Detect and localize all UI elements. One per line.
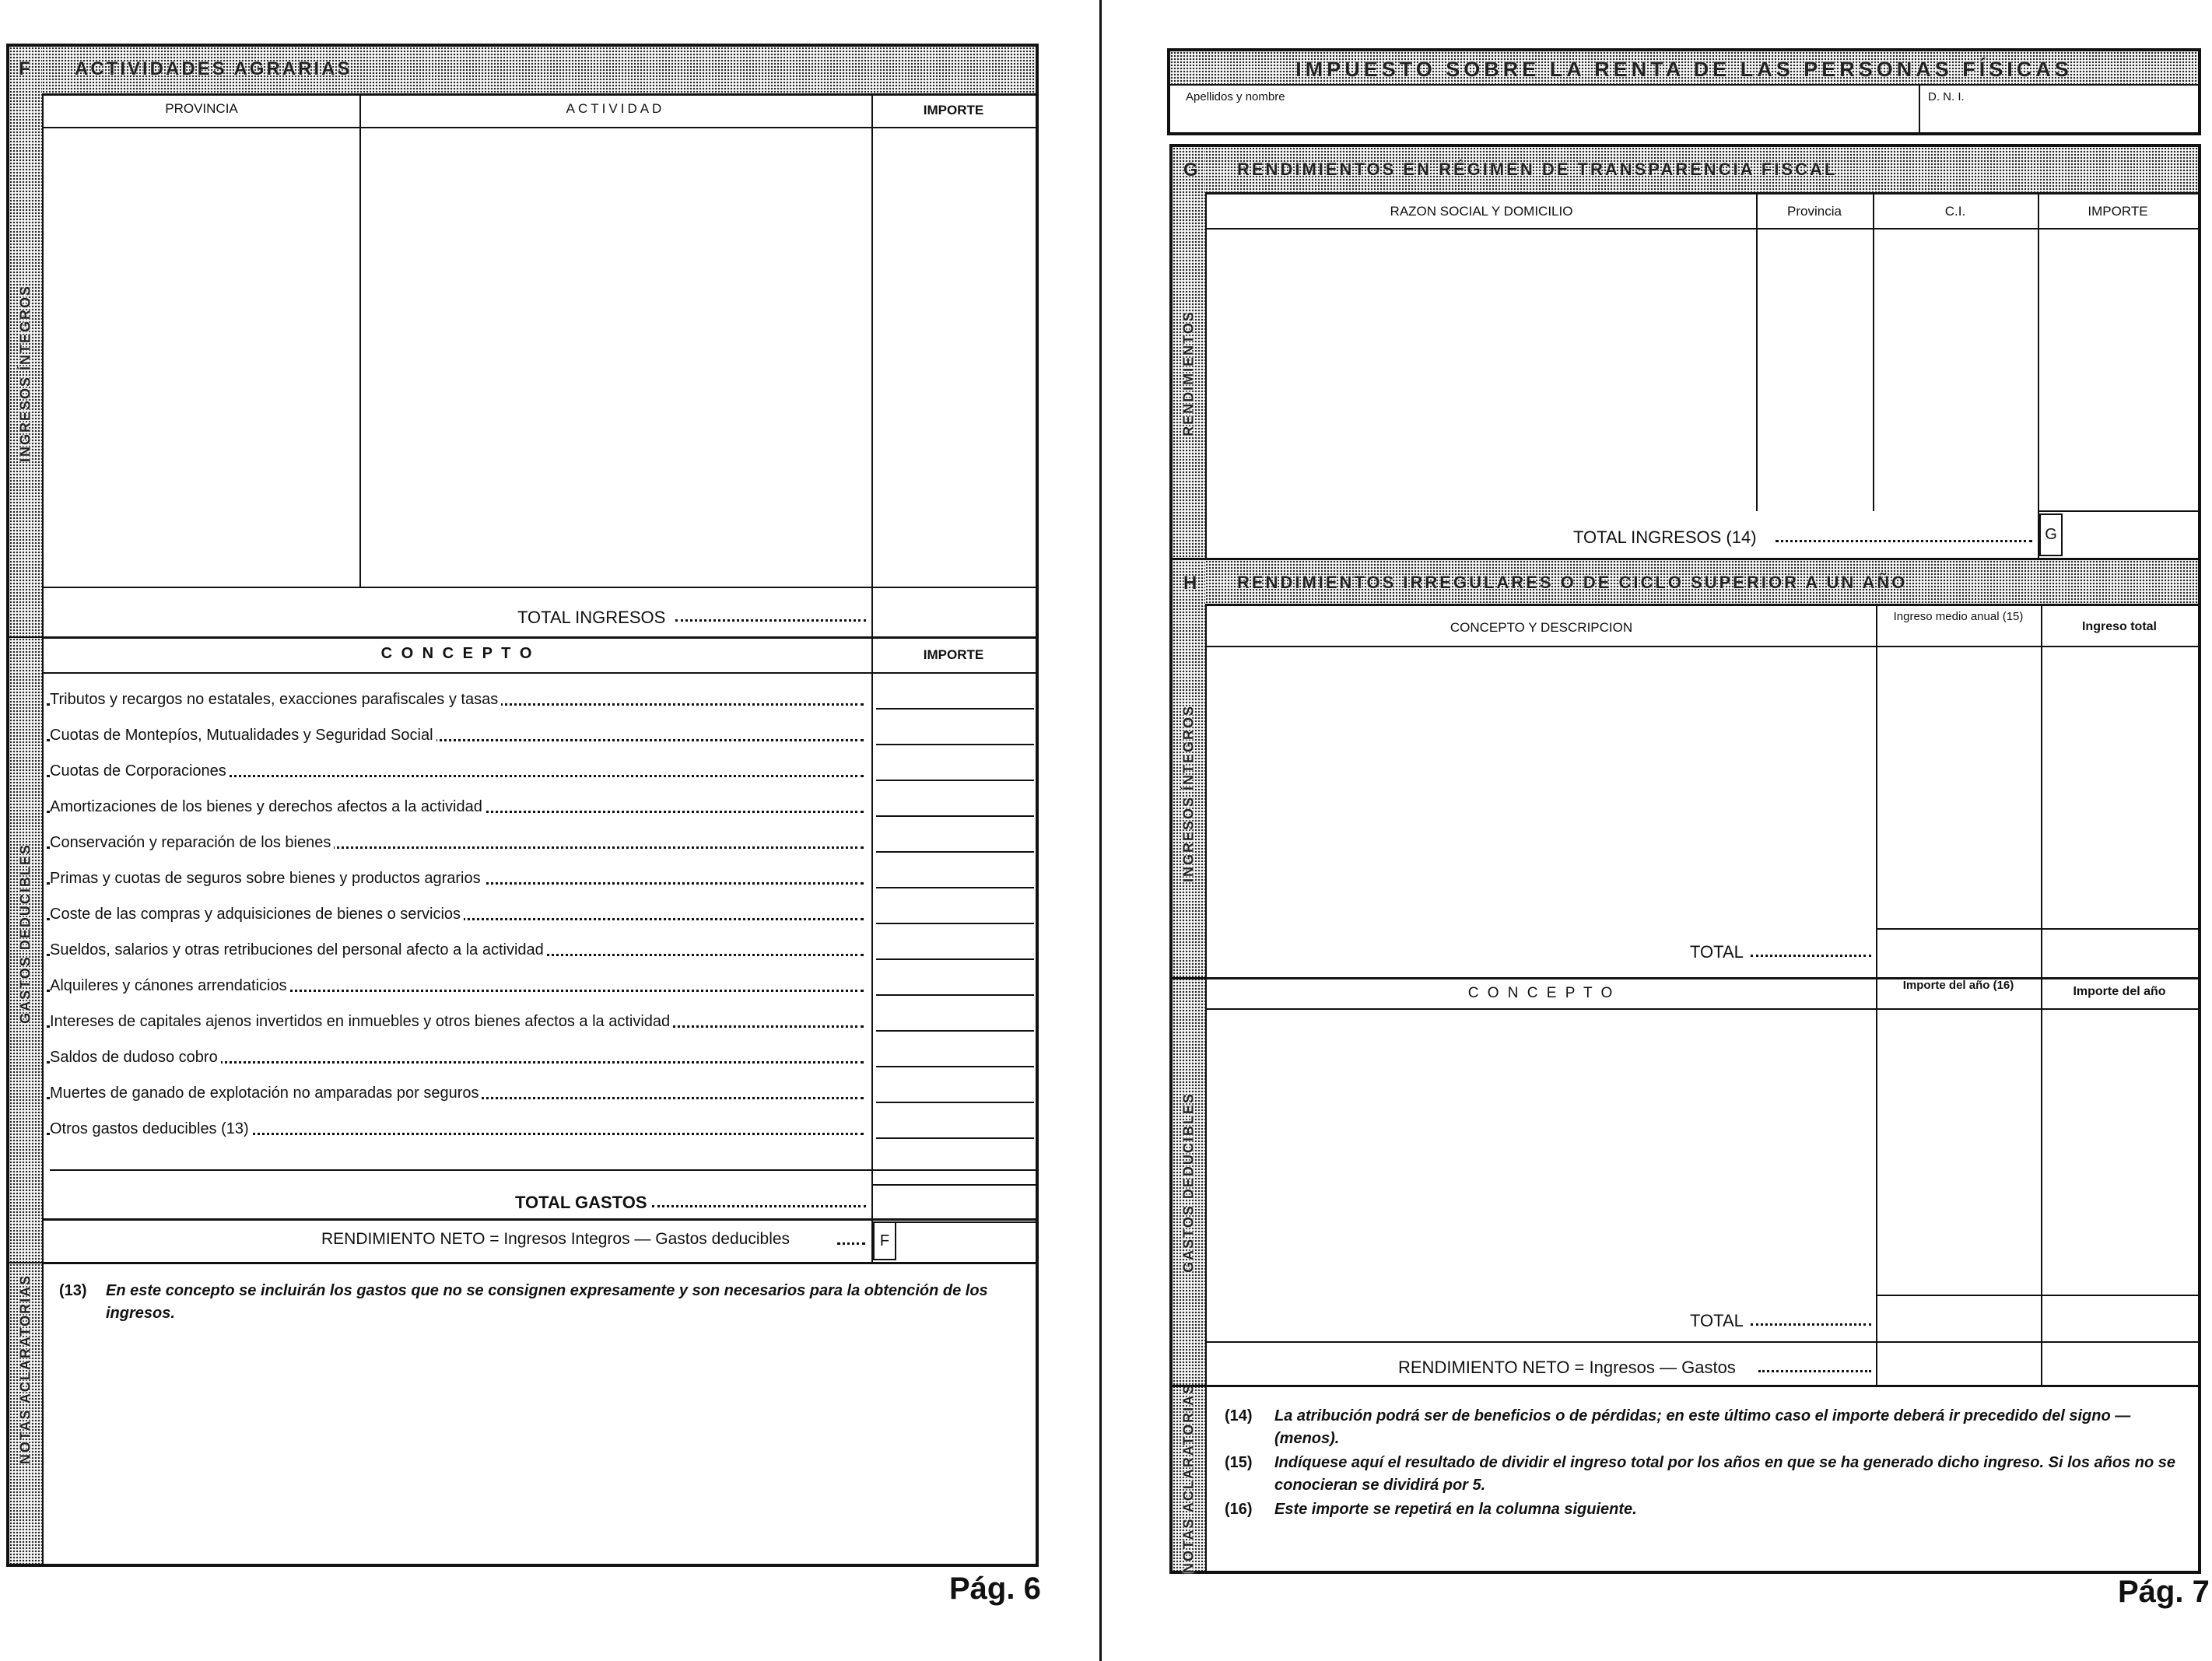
page7-apellidos-field[interactable] [1170, 86, 1919, 132]
page6-gastos-end [871, 1184, 1036, 1186]
page7-g-head-bottom [1207, 228, 2198, 230]
page6-total-ingresos-bottom [44, 636, 1036, 639]
concept-label: Tributos y recargos no estatales, exacciones parafiscales y tasas [50, 691, 501, 709]
concept-row [47, 828, 868, 864]
page6-concepto-head-bottom [44, 672, 1036, 674]
page6-strip-sep-1 [9, 636, 42, 638]
page7-h-title: RENDIMIENTOS IRREGULARES O DE CICLO SUPERIOR A UN AÑO [1237, 573, 1908, 592]
page6-total-gastos-leader [652, 1205, 866, 1207]
page7-h-ingresos-medio-cell[interactable] [1878, 648, 2039, 927]
page6-importe-cells [876, 685, 1034, 1183]
importe-field[interactable] [876, 744, 1034, 758]
page6-blank-row-line [50, 1169, 1036, 1171]
concept-label: Primas y cuotas de seguros sobre bienes y productos agrarios [50, 870, 484, 888]
page6-page-number: Pág. 6 [949, 1572, 1041, 1606]
concept-label: Intereses de capitales ajenos invertidos en inmuebles y otros bienes afectos a la actividad [50, 1013, 673, 1031]
concept-label: Alquileres y cánones arrendaticios [50, 977, 290, 995]
page7-h-gastos-head-bottom [1207, 1008, 2198, 1010]
page6-col-line-1 [359, 93, 361, 587]
page7-h-rendimiento-value1[interactable] [1878, 1344, 2039, 1383]
page7-h-col-total: Ingreso total [2081, 620, 2157, 633]
page7-h-rendimiento-value2[interactable] [2043, 1344, 2198, 1383]
page6-side-label-ingresos: INGRESOS ÍNTEGROS [17, 284, 33, 463]
concept-row [47, 935, 868, 971]
page7-g-code: G [1183, 159, 1201, 180]
page7-h-col-importe2: Importe del año [2073, 985, 2166, 998]
concept-label: Sueldos, salarios y otras retribuciones del personal afecto a la actividad [50, 941, 547, 959]
page6-concepto-header: C O N C E P T O [380, 645, 535, 662]
page7-h-total1-label: TOTAL [1690, 942, 1744, 962]
page6-total-gastos-label: TOTAL GASTOS [515, 1193, 647, 1212]
importe-field[interactable] [876, 923, 1034, 937]
page7-g-col-provincia: Provincia [1787, 204, 1842, 219]
page7-dni-label: D. N. I. [1928, 90, 1965, 103]
concept-row [47, 899, 868, 935]
page7-apellidos-label: Apellidos y nombre [1186, 90, 1285, 103]
page7-g-total-leader [1776, 540, 2032, 542]
page6-side-label-notas: NOTAS ACLARATORIAS [17, 1274, 33, 1465]
page7-header-title: IMPUESTO SOBRE LA RENTA DE LAS PERSONAS FÍSICAS [1295, 58, 2073, 81]
page7-h-col-concepto: CONCEPTO Y DESCRIPCION [1450, 620, 1633, 635]
page6-rendimiento-bottom [44, 1262, 1036, 1264]
page7-h-bottom [1173, 1385, 2198, 1387]
page7-h-banner-bottom [1205, 604, 2198, 606]
concept-label: Muertes de ganado de explotación no amparadas por seguros [50, 1085, 482, 1102]
importe-field[interactable] [876, 958, 1034, 972]
concept-row [47, 1078, 868, 1114]
page6-col-importe: IMPORTE [923, 103, 984, 117]
page7-h-code: H [1183, 573, 1200, 594]
page7-g-total-label: TOTAL INGRESOS (14) [1573, 527, 1757, 547]
page7-g-col-importe: IMPORTE [2088, 204, 2148, 219]
page6-section-title: ACTIVIDADES AGRARIAS [75, 58, 352, 79]
page7-g-col-line-3 [2038, 192, 2039, 558]
concept-row [47, 971, 868, 1007]
importe-field[interactable] [876, 708, 1034, 722]
page7-h-col-medio: Ingreso medio anual (15) [1893, 610, 2024, 623]
page6-total-ingresos-leader [675, 619, 866, 622]
importe-field[interactable] [876, 815, 1034, 829]
page7-side-label-gastos: GASTOS DEDUCIBLES [1180, 1092, 1197, 1273]
page6-rendimiento-leader [837, 1242, 865, 1245]
page7-g-col-line-1 [1756, 192, 1758, 511]
page6-total-gastos-bottom [44, 1218, 1036, 1221]
page7-note-16-text: Este importe se repetirá en la columna siguiente. [1274, 1501, 1637, 1518]
concept-row [47, 720, 868, 756]
concept-label: Amortizaciones de los bienes y derechos afectos a la actividad [50, 798, 486, 816]
page7-note-14-text: La atribución podrá ser de beneficios o de pérdidas; en este último caso el importe deberá ir precedido del signo — (menos). [1274, 1407, 2131, 1447]
page6-rendimiento-value[interactable] [896, 1221, 1036, 1260]
page7-g-banner-bottom [1205, 192, 2198, 194]
concept-label: Cuotas de Corporaciones [50, 762, 230, 780]
concept-row [47, 756, 868, 792]
page6-ingresos-provincia-cell[interactable] [44, 129, 358, 585]
page7-g-ci-cell[interactable] [1875, 230, 2036, 510]
page7-h-ingresos-concepto-cell[interactable] [1207, 648, 1874, 927]
page6-banner-bottom [42, 93, 1036, 96]
page7-note-16-num: (16) [1225, 1501, 1253, 1518]
page7-h-ingresos-total-cell[interactable] [2043, 648, 2198, 927]
page7-h-head-bottom [1207, 646, 2198, 647]
page7-g-col-line-2 [1873, 192, 1874, 511]
page7-g-col-ci: C.I. [1944, 204, 1966, 219]
page7-h-col-line-1 [1876, 604, 1877, 1385]
page7-side-label-notas: NOTAS ACLARATORIAS [1180, 1382, 1197, 1574]
page7-h-ingresos-cells-end [1876, 928, 2198, 930]
page7-h-total2-leader [1751, 1323, 1871, 1326]
page6-col-actividad: ACTIVIDAD [566, 101, 665, 116]
page7-note-15-text: Indíquese aquí el resultado de dividir el ingreso total por los años en que se ha generado dicho ingreso. Si los años no se conocieran se dividirá por 5. [1274, 1454, 2176, 1494]
page7-h-concepto-header: C O N C E P T O [1467, 985, 1615, 1001]
concept-label: Otros gastos deducibles (13) [50, 1120, 252, 1138]
page6-concepto-col-line [871, 636, 873, 1262]
concept-row [47, 1043, 868, 1078]
importe-field[interactable] [876, 780, 1034, 794]
page7-side-label-ingresos: INGRESOS ÍNTEGROS [1180, 704, 1197, 883]
page6-ingresos-actividad-cell[interactable] [362, 129, 870, 585]
page7-page-number: Pág. 7 [2118, 1575, 2210, 1609]
page7-h-ingresos-bottom [1173, 977, 2198, 979]
page7-g-title: RENDIMIENTOS EN RÉGIMEN DE TRANSPARENCIA FISCAL [1237, 159, 1838, 179]
page7-g-col-razon: RAZON SOCIAL Y DOMICILIO [1390, 204, 1573, 219]
page6-ingresos-importe-cell[interactable] [874, 129, 1034, 585]
concept-row [47, 1114, 868, 1150]
concept-row [47, 1007, 868, 1043]
concept-label: Saldos de dudoso cobro [50, 1049, 221, 1067]
page6-col-line-2 [871, 93, 873, 636]
page6-section-code: F [19, 58, 33, 79]
page7-note-14-num: (14) [1225, 1407, 1253, 1424]
concept-label: Cuotas de Montepíos, Mutualidades y Seguridad Social [50, 727, 436, 745]
importe-field[interactable] [876, 887, 1034, 901]
page7-g-total-value[interactable] [2063, 513, 2198, 556]
page7-h-rendimiento-leader [1758, 1370, 1871, 1372]
page6-total-ingresos-label: TOTAL INGRESOS [517, 608, 666, 627]
concept-label: Coste de las compras y adquisiciones de bienes o servicios [50, 906, 464, 923]
page7-g-code-box: G [2039, 513, 2063, 556]
importe-field[interactable] [876, 994, 1034, 1008]
page6-concepto-importe-header: IMPORTE [923, 647, 984, 662]
importe-field[interactable] [876, 1030, 1034, 1044]
concept-row [47, 864, 868, 899]
page7-g-razon-cell[interactable] [1207, 230, 1755, 510]
page7-note-15-num: (15) [1225, 1454, 1253, 1471]
page6-note-13-text: En este concepto se incluirán los gastos que no se consignen expresamente y son necesarios para la obtención de los ingresos. [106, 1282, 988, 1322]
page7-dni-field[interactable] [1920, 86, 2198, 132]
center-fold-line [1099, 0, 1102, 1661]
page7-h-rendimiento-label: RENDIMIENTO NETO = Ingresos — Gastos [1398, 1358, 1736, 1377]
page6-col-provincia: PROVINCIA [165, 101, 238, 116]
page7-h-gastos-importe2-cell[interactable] [2043, 1011, 2198, 1294]
page7-h-col-importe1: Importe del año (16) [1902, 979, 2014, 992]
importe-field[interactable] [876, 1137, 1034, 1151]
page7-g-importe-end [2038, 510, 2198, 512]
page7-h-gastos-concepto-cell[interactable] [1207, 1011, 1874, 1294]
page7-h-total1-leader [1751, 955, 1871, 957]
importe-field[interactable] [876, 851, 1034, 865]
concept-label: Conservación y reparación de los bienes [50, 834, 334, 852]
page6-rendimiento-label: RENDIMIENTO NETO = Ingresos Integros — Gastos deducibles [321, 1230, 791, 1248]
page6-concept-list [47, 685, 871, 1159]
page6-side-label-gastos: GASTOS DEDUCIBLES [17, 843, 33, 1024]
page6-col-head-bottom [44, 127, 1036, 128]
page7-side-label-rendimientos: RENDIMIENTOS [1180, 310, 1197, 436]
page7-h-total2-label: TOTAL [1690, 1311, 1744, 1330]
concept-row [47, 685, 868, 720]
page7-g-provincia-cell[interactable] [1758, 230, 1871, 510]
page7-g-importe-cell[interactable] [2040, 230, 2196, 510]
importe-field[interactable] [876, 1066, 1034, 1080]
page7-h-total2-bottom [1207, 1341, 2198, 1343]
page7-h-gastos-importe1-cell[interactable] [1878, 1011, 2039, 1294]
page6-note-13-num: (13) [59, 1282, 87, 1299]
importe-field[interactable] [876, 1102, 1034, 1116]
page6-ingresos-end [44, 587, 1036, 588]
page6-rendimiento-code-box: F [873, 1221, 896, 1260]
concept-row [47, 792, 868, 828]
page7-h-gastos-cells-end [1876, 1295, 2198, 1296]
page6-strip-sep-2 [9, 1262, 42, 1263]
